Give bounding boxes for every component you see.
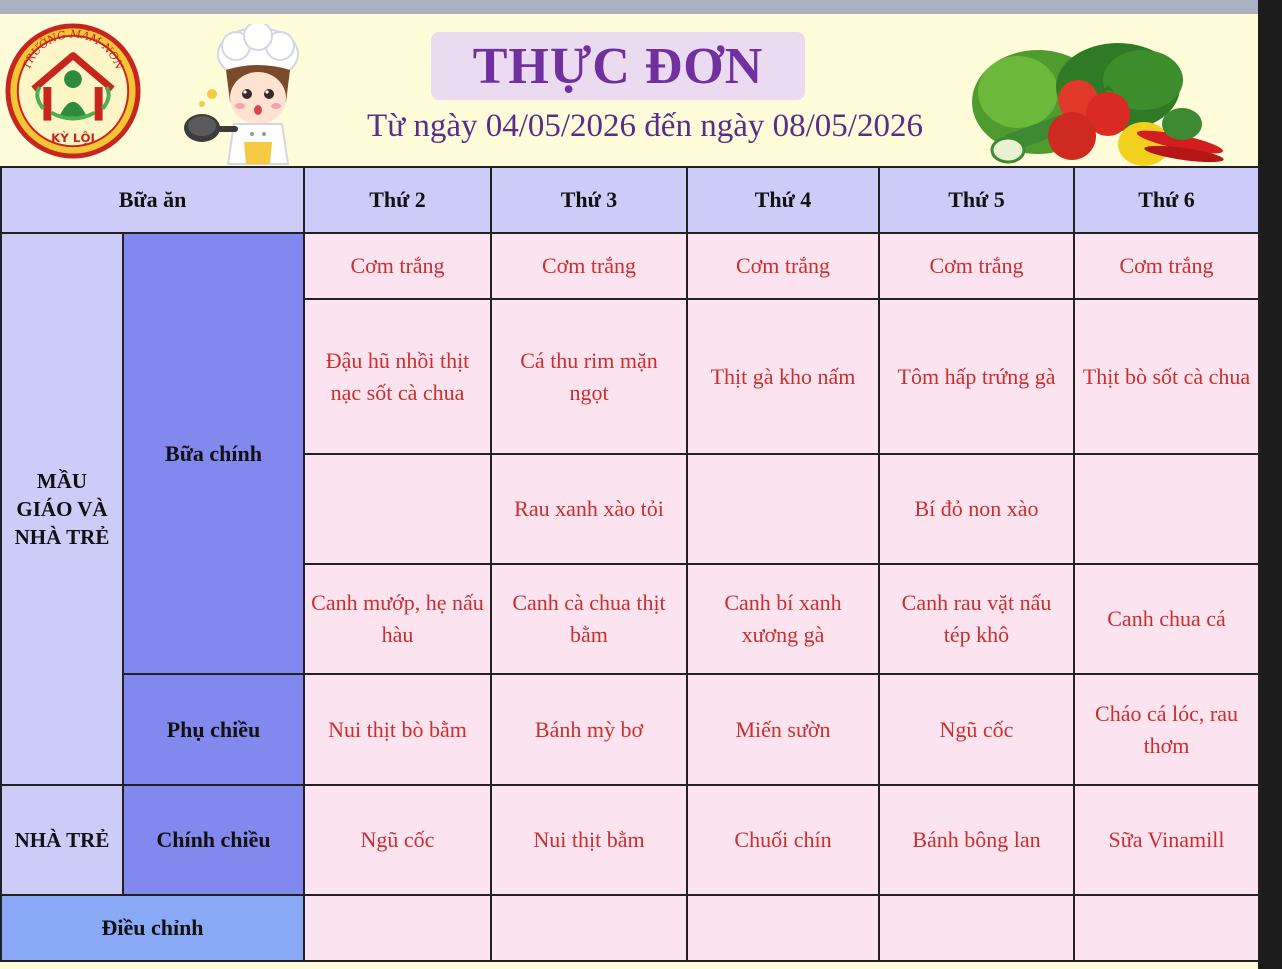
svg-text:KỲ LỘI: KỲ LỘI: [51, 131, 95, 146]
menu-cell: Cơm trắng: [491, 233, 687, 299]
menu-cell: Canh bí xanh xương gà: [687, 564, 879, 674]
menu-cell: Cháo cá lóc, rau thơm: [1074, 674, 1259, 785]
menu-cell: Canh cà chua thịt bằm: [491, 564, 687, 674]
adjustment-label: Điều chỉnh: [1, 895, 304, 961]
bottom-strip: [0, 962, 1258, 969]
meal-column-header: Bữa ăn: [1, 167, 304, 233]
group-label-preschool: MẦU GIÁO VÀ NHÀ TRẺ: [1, 233, 123, 785]
meal-label-main: Bữa chính: [123, 233, 304, 674]
vegetables-icon: [968, 32, 1230, 172]
adjustment-cell: [1074, 895, 1259, 961]
menu-cell: [687, 454, 879, 564]
title-box: [431, 32, 805, 100]
top-bar: [0, 0, 1258, 14]
svg-text:TRƯỜNG MẦM NON: TRƯỜNG MẦM NON: [20, 27, 126, 72]
menu-cell: Ngũ cốc: [304, 785, 491, 895]
menu-cell: Bí đỏ non xào: [879, 454, 1074, 564]
menu-cell: Bánh mỳ bơ: [491, 674, 687, 785]
menu-cell: Chuối chín: [687, 785, 879, 895]
adjustment-cell: [304, 895, 491, 961]
menu-cell: Đậu hũ nhồi thịt nạc sốt cà chua: [304, 299, 491, 454]
menu-cell: Miến sườn: [687, 674, 879, 785]
menu-cell: Bánh bông lan: [879, 785, 1074, 895]
menu-cell: Nui thịt bò bằm: [304, 674, 491, 785]
menu-cell: Thịt bò sốt cà chua: [1074, 299, 1259, 454]
meal-label-afternoon-snack: Phụ chiều: [123, 674, 304, 785]
table-row-adjustment: [1, 895, 1259, 961]
adjustment-cell: [687, 895, 879, 961]
menu-cell: Cơm trắng: [687, 233, 879, 299]
menu-cell: Cơm trắng: [879, 233, 1074, 299]
menu-cell: Canh rau vặt nấu tép khô: [879, 564, 1074, 674]
page-title: THỰC ĐƠN: [472, 37, 764, 95]
table-row-afternoon-snack: [1, 674, 1259, 785]
day-header-thu-2: Thứ 2: [304, 167, 491, 233]
menu-cell: Nui thịt bằm: [491, 785, 687, 895]
menu-cell: Canh chua cá: [1074, 564, 1259, 674]
menu-cell: [1074, 454, 1259, 564]
chef-girl-icon: [178, 24, 318, 174]
menu-cell: Ngũ cốc: [879, 674, 1074, 785]
menu-cell: Cơm trắng: [1074, 233, 1259, 299]
day-header-thu-5: Thứ 5: [879, 167, 1074, 233]
adjustment-cell: [879, 895, 1074, 961]
day-header-thu-6: Thứ 6: [1074, 167, 1259, 233]
table-header-row: [1, 167, 1259, 233]
menu-cell: Sữa Vinamill: [1074, 785, 1259, 895]
menu-header: [0, 14, 1258, 166]
school-logo-icon: [4, 22, 142, 160]
menu-table: [0, 166, 1260, 962]
day-header-thu-3: Thứ 3: [491, 167, 687, 233]
menu-cell: Rau xanh xào tỏi: [491, 454, 687, 564]
menu-cell: [304, 454, 491, 564]
menu-cell: Canh mướp, hẹ nấu hàu: [304, 564, 491, 674]
group-label-nursery: NHÀ TRẺ: [1, 785, 123, 895]
date-range-subtitle: Từ ngày 04/05/2026 đến ngày 08/05/2026: [367, 108, 923, 144]
meal-label-afternoon-main: Chính chiều: [123, 785, 304, 895]
table-row-afternoon-main: [1, 785, 1259, 895]
menu-cell: Tôm hấp trứng gà: [879, 299, 1074, 454]
day-header-thu-4: Thứ 4: [687, 167, 879, 233]
right-edge-bar: [1258, 0, 1282, 969]
menu-cell: Thịt gà kho nấm: [687, 299, 879, 454]
menu-cell: Cơm trắng: [304, 233, 491, 299]
menu-cell: Cá thu rim mặn ngọt: [491, 299, 687, 454]
adjustment-cell: [491, 895, 687, 961]
table-row-rice: [1, 233, 1259, 299]
